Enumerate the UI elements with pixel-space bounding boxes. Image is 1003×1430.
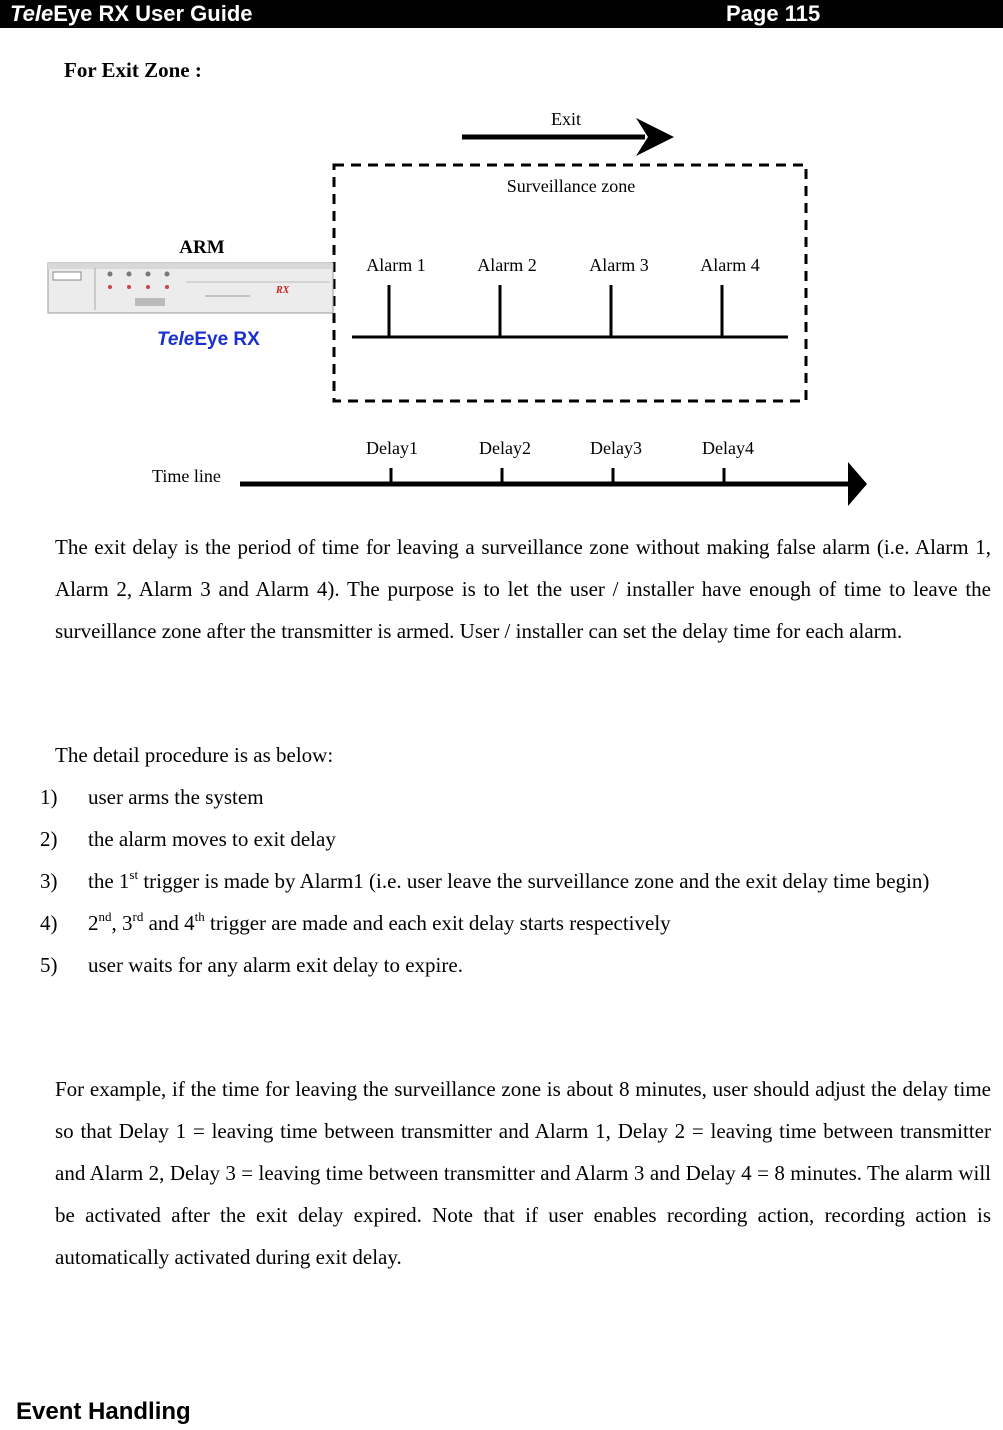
alarm-label: Alarm 1 (366, 255, 426, 275)
exit-zone-diagram (0, 90, 1003, 510)
list-item: 2) the alarm moves to exit delay (40, 827, 336, 851)
procedure-intro: The detail procedure is as below: (55, 743, 334, 767)
delay-label: Delay2 (479, 438, 531, 458)
event-handling-heading: Event Handling (16, 1398, 191, 1425)
transmitter-device (48, 263, 333, 313)
exit-label: Exit (551, 109, 581, 129)
list-item: 5) user waits for any alarm exit delay to expire. (40, 953, 463, 977)
delay-label: Delay4 (702, 438, 754, 458)
time-line-arrow-head (848, 462, 867, 506)
alarm-label: Alarm 2 (477, 255, 537, 275)
section-title: For Exit Zone : (64, 58, 202, 82)
device-panel-logo: RX (276, 285, 290, 296)
example-paragraph: For example, if the time for leaving the surveillance zone is about 8 minutes, user should adjust the delay time so that Delay 1 = leaving time between transmitter and Alarm 1, Delay 2 = leaving time between transmitter and Alarm 2, Delay 3 = leaving time between transmitter and Alarm 3 and Delay 4 = 8 minutes. The alarm will be activated after the exit delay expired. Note that if user enables recording action, recording action is automatically activated during exit delay. (55, 1077, 991, 1269)
page-number: Page 115 (726, 1, 821, 26)
procedure-list (40, 776, 991, 986)
device-brand-label: TeleEye RX (157, 329, 260, 350)
list-item: 1) user arms the system (40, 785, 264, 809)
list-item: 3) the 1st trigger is made by Alarm1 (i.e. user leave the surveillance zone and the exit delay time begin) (40, 867, 930, 893)
surveillance-zone-box (334, 165, 806, 401)
list-item: 4) 2nd, 3rd and 4th trigger are made and each exit delay starts respectively (40, 909, 671, 935)
arm-label: ARM (179, 237, 225, 258)
alarm-label: Alarm 4 (700, 255, 760, 275)
guide-title: TeleEye RX User Guide (10, 1, 253, 26)
delay-label: Delay3 (590, 438, 642, 458)
page-header (0, 0, 1003, 28)
alarm-label: Alarm 3 (589, 255, 649, 275)
exit-delay-paragraph: The exit delay is the period of time for leaving a surveillance zone without making false alarm (i.e. Alarm 1, Alarm 2, Alarm 3 and Alarm 4). The purpose is to let the user / installer have enough of time to leave the surveillance zone after the transmitter is armed. User / installer can set the delay time for each alarm. (55, 535, 991, 643)
surveillance-zone-label: Surveillance zone (506, 176, 636, 196)
time-line-label: Time line (152, 466, 221, 486)
delay-label: Delay1 (366, 438, 418, 458)
